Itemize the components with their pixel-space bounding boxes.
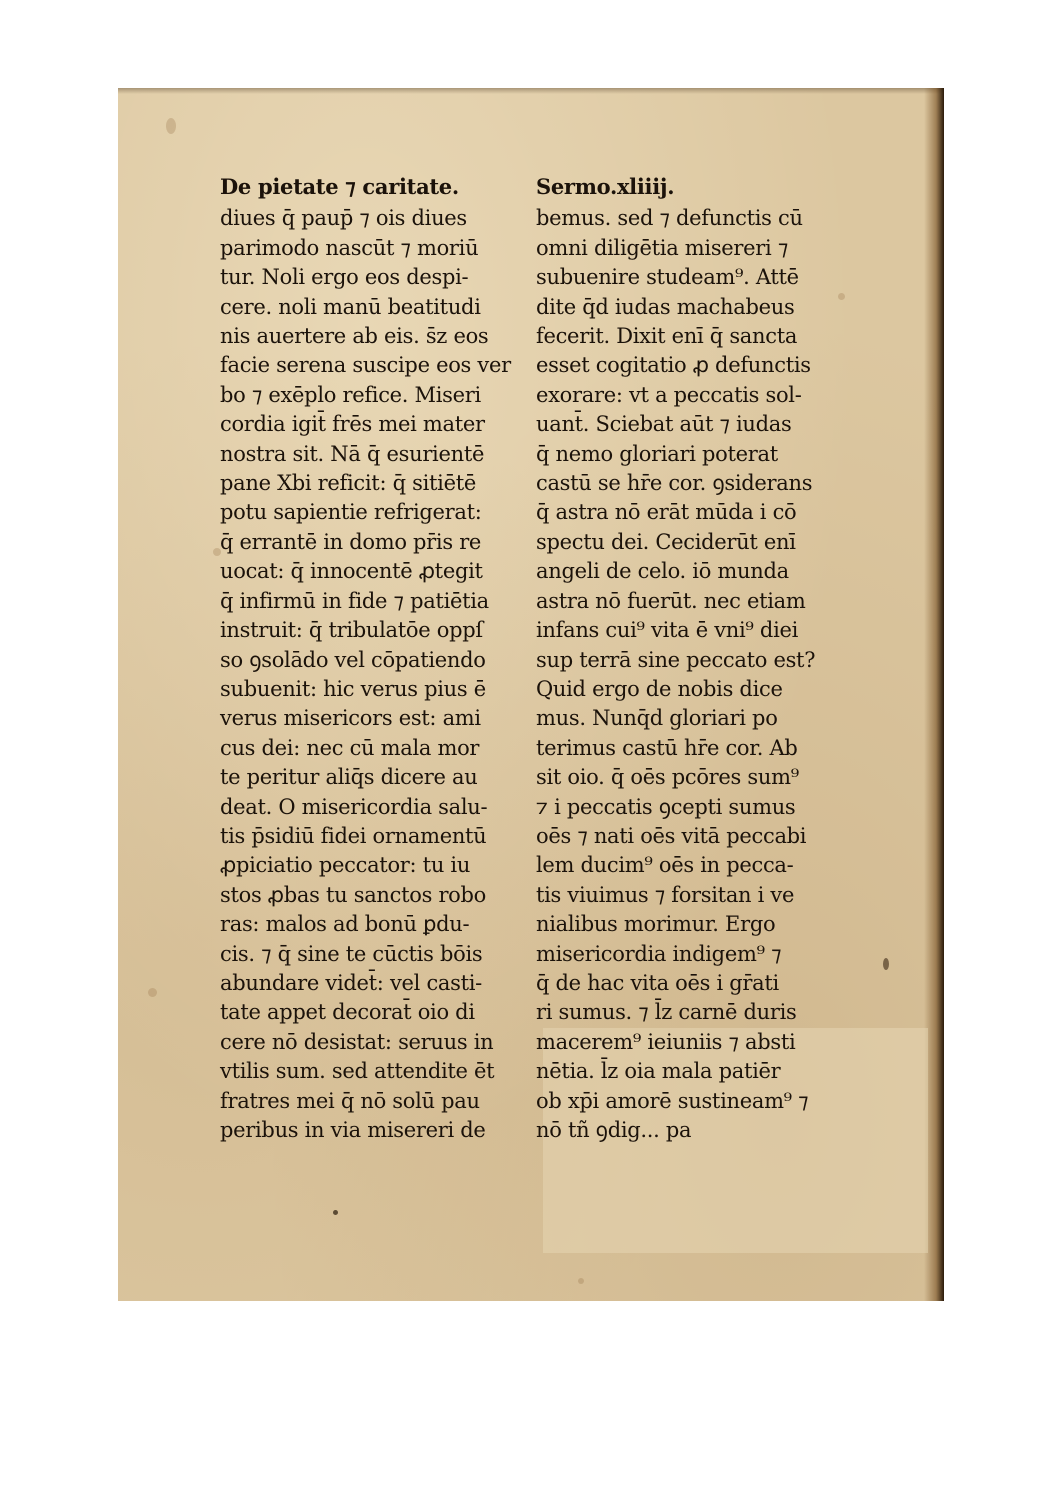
text-line: te peritur aliq̄s dicere au (220, 765, 478, 790)
text-line: nis auertere ab eis. s̄z eos (220, 324, 489, 349)
text-line: q̄ nemo gloriari poterat (536, 441, 778, 466)
text-line: fecerit. Dixit enī q̄ sancta (536, 324, 798, 349)
foxing-stain (148, 988, 157, 997)
text-line: cordia igit̄ frēs mei mater (220, 412, 485, 437)
text-line: exorare: vt a peccatis sol- (536, 382, 802, 407)
text-line: stos ꝓbas tu sanctos robo (220, 882, 487, 907)
text-line: diues q̄ paup̄ ⁊ ois diues (220, 206, 467, 231)
text-line: angeli de celo. iō munda (536, 559, 789, 584)
text-line: nostra sit. Nā q̄ esurientē (220, 441, 485, 466)
text-line: dite q̄d iudas machabeus (536, 294, 795, 319)
foxing-stain (166, 118, 176, 134)
text-line: astra nō fuerūt. nec etiam (536, 588, 806, 613)
left-column-lines (220, 204, 525, 1145)
text-line: q̄ astra nō erāt mūda i cō (536, 500, 797, 525)
text-line: castū se hr̄e cor. ꝯsiderans (536, 471, 813, 496)
text-line: misericordia indigem⁹ ⁊ (536, 941, 782, 966)
text-line: sit oio. q̄ oēs pcōres sum⁹ (536, 765, 799, 790)
text-line: uocat: q̄ innocentē ꝓtegit (220, 559, 483, 584)
text-line: cis. ⁊ q̄ sine te cūctis bōis (220, 941, 483, 966)
text-line: q̄ errantē in domo pr̄is re (220, 529, 482, 554)
text-line: verus misericors est: ami (220, 706, 481, 731)
text-line: tis p̄sidiū fidei ornamentū (220, 823, 487, 848)
text-line: uant̄. Sciebat aūt ⁊ iudas (536, 412, 792, 437)
text-line: parimodo nascūt ⁊ moriū (220, 235, 479, 260)
text-line: ri sumus. ⁊ l̄z carnē duris (536, 1000, 797, 1025)
text-line: lem ducim⁹ oēs in pecca- (536, 853, 794, 878)
text-line: cere. noli manū beatitudi (220, 294, 481, 319)
text-line: Quid ergo de nobis dice (536, 676, 783, 701)
text-line: tur. Noli ergo eos despi- (220, 265, 469, 290)
text-line: facie serena suscipe eos ver (220, 353, 511, 378)
foxing-stain (333, 1210, 338, 1215)
text-line: omni diligētia misereri ⁊ (536, 235, 788, 260)
text-line: sup terrā sine peccato est? (536, 647, 816, 672)
text-line: nētia. l̄z oia mala patiēr (536, 1059, 781, 1084)
text-line: cus dei: nec cū mala mor (220, 735, 480, 760)
text-line: ꝓpiciatio peccator: tu iu (220, 853, 471, 878)
right-column-heading: Sermo.xliiij. (536, 174, 675, 199)
text-line: tate appet decorat̄ oio di (220, 1000, 475, 1025)
text-line: terimus castū hr̄e cor. Ab (536, 735, 798, 760)
text-line: subuenire studeam⁹. Attē (536, 265, 799, 290)
text-line: pane Xbi reficit: q̄ sitiētē (220, 471, 476, 496)
text-line: tis viuimus ⁊ forsitan i ve (536, 882, 795, 907)
text-line: so ꝯsolādo vel cōpatiendo (220, 647, 486, 672)
page-top-shadow (118, 88, 944, 94)
text-line: esset cogitatio ꝓ defunctis (536, 353, 811, 378)
text-line: q̄ de hac vita oēs i gr̄ati (536, 970, 779, 995)
text-line: instruit: q̄ tribulatōe oppſ (220, 618, 483, 643)
text-line: nō tñ ꝯdig... pa (536, 1118, 692, 1142)
text-line: spectu dei. Ceciderūt enī (536, 529, 796, 554)
right-text-column (536, 172, 851, 1145)
text-line: cere nō desistat: seruus in (220, 1029, 494, 1054)
text-line: ras: malos ad bonū ꝑdu- (220, 912, 470, 937)
foxing-stain (578, 1278, 584, 1284)
left-text-column (220, 172, 525, 1145)
text-line: ⁊ i peccatis ꝯcepti sumus (536, 794, 796, 819)
text-line: subuenit: hic verus pius ē (220, 676, 486, 701)
text-line: nialibus morimur. Ergo (536, 912, 776, 937)
foxing-stain (883, 958, 889, 970)
left-column-heading: De pietate ⁊ caritate. (220, 174, 459, 199)
text-line: mus. Nunq̄d gloriari po (536, 706, 778, 731)
text-line: q̄ infirmū in fide ⁊ patiētia (220, 588, 489, 613)
text-line: fratres mei q̄ nō solū pau (220, 1088, 480, 1113)
text-line: abundare videt̄: vel casti- (220, 970, 482, 995)
manuscript-page (118, 88, 944, 1301)
text-line: peribus in via misereri de (220, 1118, 486, 1142)
text-line: deat. O misericordia salu- (220, 794, 488, 819)
text-line: infans cui⁹ vita ē vni⁹ diei (536, 618, 799, 643)
text-line: bo ⁊ exēplo refice. Miseri (220, 382, 481, 407)
text-line: ob xp̄i amorē sustineam⁹ ⁊ (536, 1088, 809, 1113)
text-line: macerem⁹ ieiuniis ⁊ absti (536, 1029, 796, 1054)
right-column-lines (536, 204, 851, 1145)
text-line: potu sapientie refrigerat: (220, 500, 482, 525)
text-line: vtilis sum. sed attendite ēt (220, 1059, 495, 1084)
text-line: bemus. sed ⁊ defunctis cū (536, 206, 803, 231)
text-line: oēs ⁊ nati oēs vitā peccabi (536, 823, 807, 848)
